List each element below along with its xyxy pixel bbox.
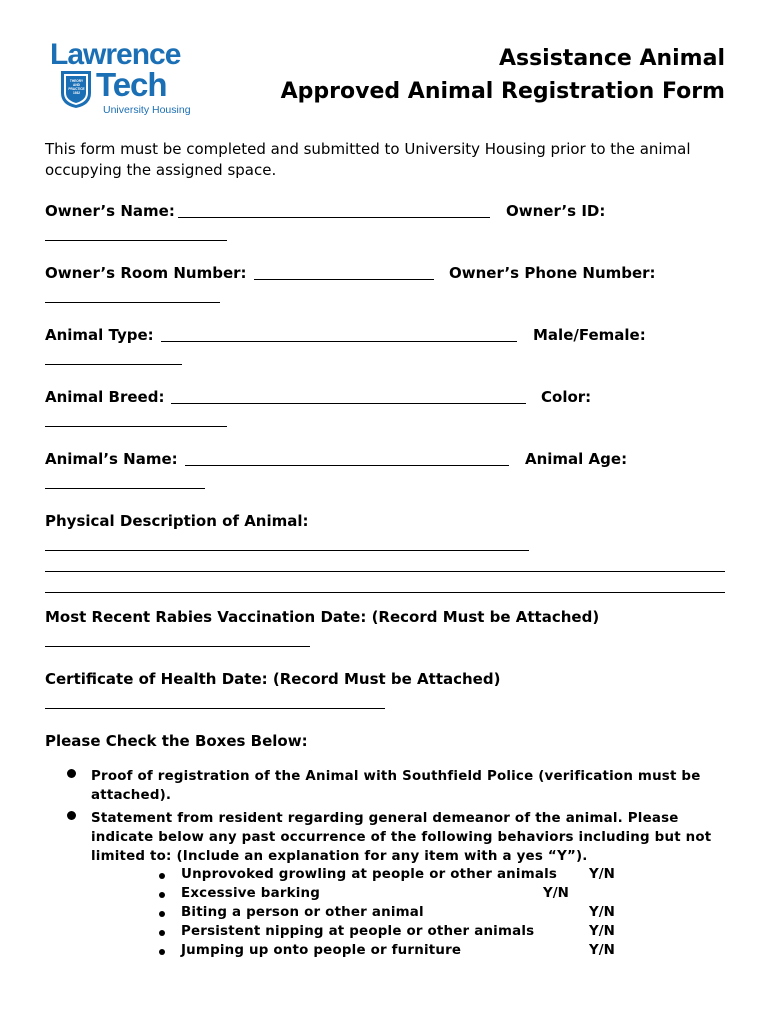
- behavior-label: Jumping up onto people or furniture: [181, 943, 462, 958]
- behavior-label: Excessive barking: [181, 886, 321, 901]
- intro-text: This form must be completed and submitted to University Housing prior to the animal occupying the assigned space.: [45, 140, 691, 179]
- health-certificate-label: Certificate of Health Date: (Record Must be Attached): [45, 670, 501, 688]
- animal-age-field[interactable]: [45, 488, 205, 489]
- bullet-icon: [67, 811, 76, 820]
- color-label: Color:: [541, 388, 592, 406]
- sub-bullet-icon: [159, 892, 165, 898]
- logo-word-lawrence: Lawrence: [50, 38, 181, 71]
- title-line-2: Approved Animal Registration Form: [280, 79, 725, 104]
- behavior-answer[interactable]: Y/N: [589, 867, 615, 882]
- phone-number-label: Owner’s Phone Number:: [449, 264, 656, 282]
- owner-id-field[interactable]: [45, 240, 227, 241]
- logo: [50, 38, 195, 120]
- logo-seal-text: THEORY AND PRACTICE 1932: [68, 79, 85, 95]
- health-certificate-field[interactable]: [45, 708, 385, 709]
- physical-description-line-3[interactable]: [45, 592, 725, 593]
- behavior-answer[interactable]: Y/N: [543, 886, 569, 901]
- physical-description-label: Physical Description of Animal:: [45, 512, 309, 530]
- behavior-answer[interactable]: Y/N: [589, 943, 615, 958]
- physical-description-line-1[interactable]: [45, 550, 529, 551]
- behavior-label: Biting a person or other animal: [181, 905, 424, 920]
- logo-subtitle: University Housing: [103, 104, 191, 116]
- behavior-answer[interactable]: Y/N: [589, 924, 615, 939]
- animal-breed-field[interactable]: [171, 403, 526, 404]
- behavior-answer[interactable]: Y/N: [589, 905, 615, 920]
- animal-type-label: Animal Type:: [45, 326, 154, 344]
- checklist-item-demeanor-statement: Statement from resident regarding general demeanor of the animal. Please indicate below any past occurrence of the following behaviors including but not limited to: (Include an explanation for any item with a yes “Y”).: [91, 811, 712, 864]
- color-field[interactable]: [45, 426, 227, 427]
- animal-age-label: Animal Age:: [525, 450, 628, 468]
- logo-word-tech: Tech: [96, 66, 167, 103]
- animal-name-label: Animal’s Name:: [45, 450, 178, 468]
- title-line-1: Assistance Animal: [498, 46, 725, 71]
- animal-type-field[interactable]: [161, 341, 517, 342]
- rabies-date-label: Most Recent Rabies Vaccination Date: (Record Must be Attached): [45, 608, 600, 626]
- sub-bullet-icon: [159, 930, 165, 936]
- checklist-item-police-registration: Proof of registration of the Animal with Southfield Police (verification must be attached).: [91, 769, 701, 803]
- owner-id-label: Owner’s ID:: [506, 202, 606, 220]
- bullet-icon: [67, 769, 76, 778]
- animal-breed-label: Animal Breed:: [45, 388, 165, 406]
- phone-number-field[interactable]: [45, 302, 220, 303]
- rabies-date-field[interactable]: [45, 646, 310, 647]
- male-female-field[interactable]: [45, 364, 182, 365]
- room-number-field[interactable]: [254, 279, 434, 280]
- male-female-label: Male/Female:: [533, 326, 646, 344]
- animal-name-field[interactable]: [185, 465, 509, 466]
- checklist-heading: Please Check the Boxes Below:: [45, 732, 308, 750]
- room-number-label: Owner’s Room Number:: [45, 264, 247, 282]
- sub-bullet-icon: [159, 873, 165, 879]
- owner-name-field[interactable]: [178, 217, 490, 218]
- physical-description-line-2[interactable]: [45, 571, 725, 572]
- owner-name-label: Owner’s Name:: [45, 202, 175, 220]
- behavior-label: Unprovoked growling at people or other animals: [181, 867, 558, 882]
- sub-bullet-icon: [159, 911, 165, 917]
- logo-seal-icon: [59, 69, 93, 109]
- behavior-label: Persistent nipping at people or other animals: [181, 924, 535, 939]
- sub-bullet-icon: [159, 949, 165, 955]
